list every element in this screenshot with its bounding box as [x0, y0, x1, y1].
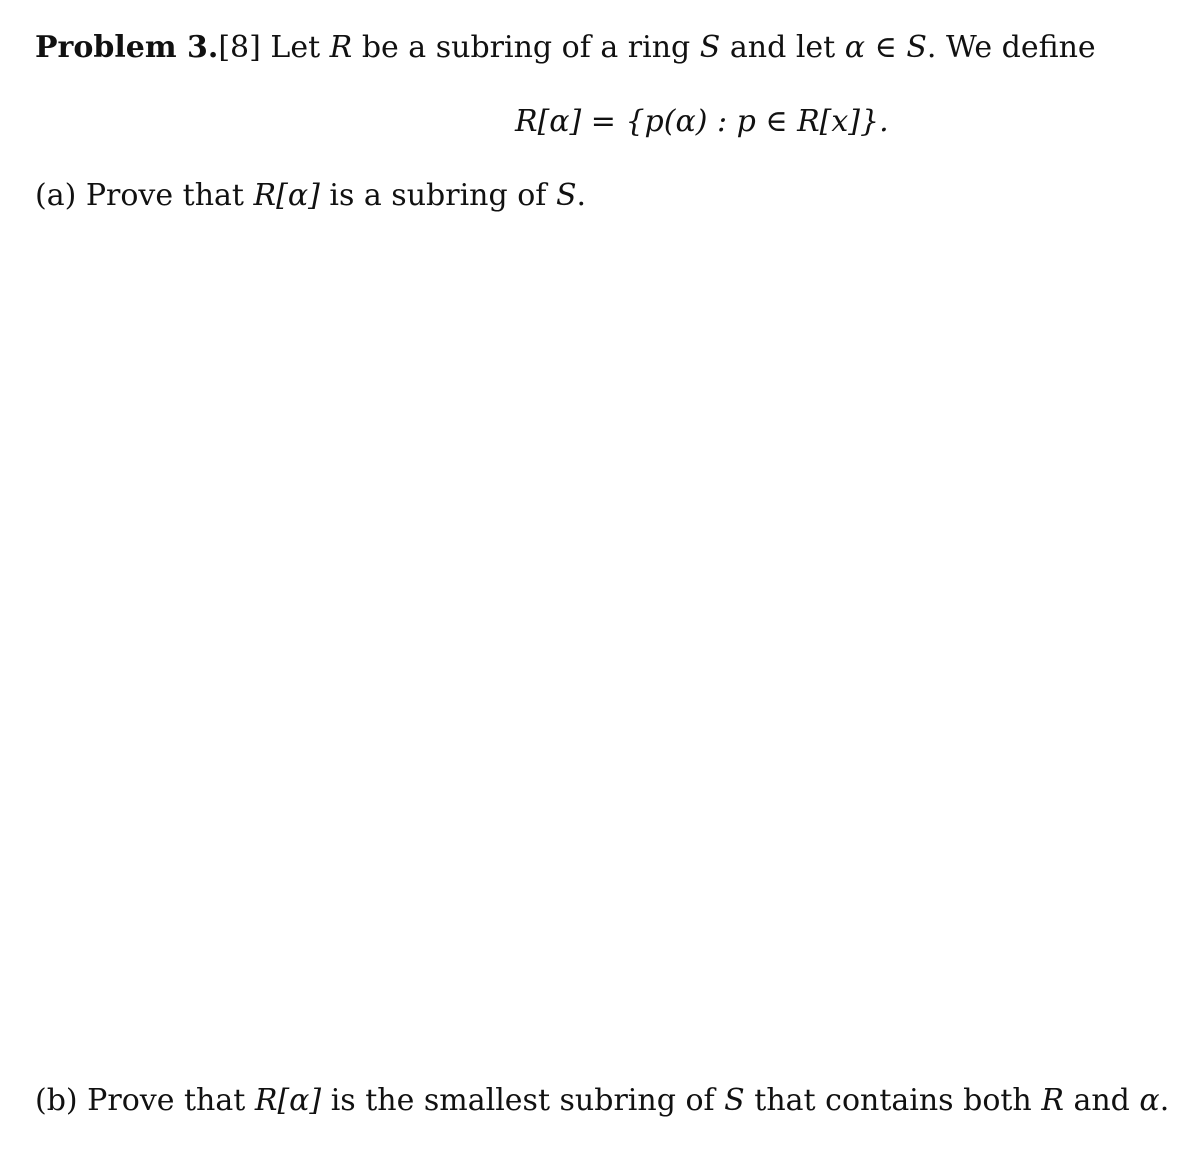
display-formula: R[α] = {p(α) : p ∈ R[x]}. [515, 104, 889, 139]
part-a-text-middle: is a subring of [329, 178, 547, 213]
part-b-math-2: S [724, 1083, 745, 1118]
part-a [35, 178, 586, 214]
part-a-math-2: S [555, 178, 577, 213]
intro-text-1: Let [270, 30, 321, 65]
part-a-label: (a) [35, 178, 77, 213]
intro-text-4: . We define [926, 30, 1096, 65]
intro-text-3: and let [729, 30, 836, 65]
intro-math-s: S [699, 30, 721, 65]
part-b-text-and: and [1073, 1083, 1130, 1118]
part-b-math-1: R[α] [254, 1083, 322, 1118]
problem-label: Problem 3. [35, 30, 219, 65]
part-b [35, 1083, 1169, 1119]
part-b-text-end: . [1159, 1083, 1170, 1118]
part-b-text-middle: is the smallest subring of [330, 1083, 715, 1118]
intro-text-2: be a subring of a ring [361, 30, 691, 65]
part-b-math-3: R [1041, 1083, 1064, 1118]
problem-points: [8] [218, 30, 261, 65]
part-a-text-end: . [576, 178, 587, 213]
intro-math-alpha-in-s: α ∈ S [844, 30, 927, 65]
part-a-math-1: R[α] [253, 178, 320, 213]
part-a-text-before: Prove that [85, 178, 244, 213]
problem-statement [35, 30, 1096, 66]
intro-math-r: R [329, 30, 353, 65]
part-b-text-before: Prove that [87, 1083, 246, 1118]
part-b-math-4: α [1139, 1083, 1160, 1118]
part-b-text-mid2: that contains both [754, 1083, 1032, 1118]
part-b-label: (b) [35, 1083, 78, 1118]
